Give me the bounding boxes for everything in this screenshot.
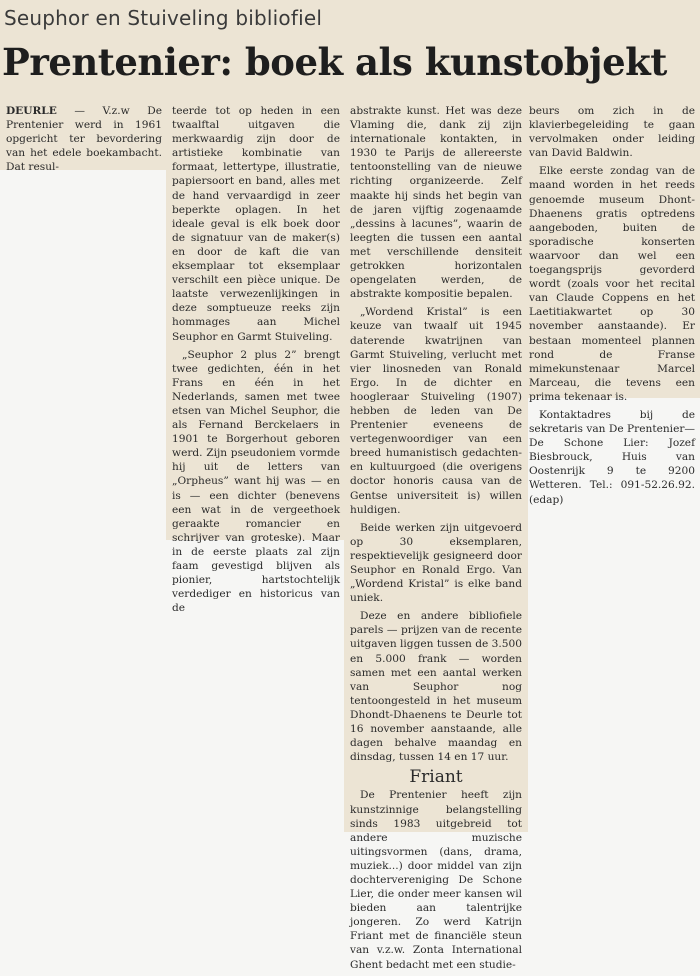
col1-text: — V.z.w De Prentenier werd in 1961 opgericht ter bevordering van het edele boekambacht. Dat resul- [6, 105, 162, 174]
col2-paragraph-1: teerde tot op heden in een twaalftal uitgaven die merkwaardig zijn door de artistieke kombinatie van formaat, lettertype, illustratie, papiersoort en band, alles met de hand vervaardigd in zeer beperkte oplagen. In het ideale geval is elk boek door de signatuur van de maker(s) en door de kaft die van eksemplaar tot eksemplaar verschilt een pièce unique. De laatste verwezenlijkingen in deze somptueuze reeks zijn hommages aan Michel Seuphor en Garmt Stuiveling. [172, 105, 340, 343]
col3-paragraph-1: abstrakte kunst. Het was deze Vlaming die, dank zij zijn internationale kontakten, in 1930 te Parijs de allereerste tentoonstelling van de nieuwe richting organizeerde. Zelf maakte hij sinds het begin van de jaren vijftig zogenaamde „dessins à lacunes”, waarin de leegten die tussen een aantal met verschillende densiteit getrokken horizontalen opengelaten werden, de abstrakte kompositie bepalen. [350, 105, 522, 301]
col3-paragraph-2: „Wordend Kristal” is een keuze van twaalf uit 1945 daterende kwatrijnen van Garmt Stuiveling, verlucht met vier linosneden van Ronald Ergo. In de dichter en hoogleraar Stuiveling (1907) hebben de leden van De Prentenier eveneens de vertegenwoordiger van een breed humanistisch gedachten- en kultuurgoed (die overigens doctor honoris causa van de Gentse universiteit is) willen huldigen. [350, 306, 522, 516]
article-kicker: Seuphor en Stuiveling bibliofiel [4, 6, 323, 30]
column-1 [6, 104, 162, 178]
section-subhead: Friant [409, 767, 463, 788]
column-2 [172, 104, 340, 619]
dateline: DEURLE [6, 105, 57, 117]
column-3 [350, 104, 522, 976]
col4-paragraph-2: Elke eerste zondag van de maand worden in het reeds genoemde museum Dhont-Dhaenens gratis optredens aangeboden, buiten de sporadische konserten waarvoor dan wel een toegangsprijs gevorderd wordt (zoals voor het recital van Claude Coppens en het Laetitiakwartet op 30 november aanstaande). Er bestaan momenteel plannen rond de Franse mimekunstenaar Marcel Marceau, die tevens een prima tekenaar is. [529, 165, 695, 403]
col2-paragraph-2: „Seuphor 2 plus 2” brengt twee gedichten, één in het Frans en één in het Nederlands, samen met twee etsen van Michel Seuphor, die als Fernand Berckelaers in 1901 te Borgerhout geboren werd. Zijn pseudoniem vormde hij uit de letters van „Orpheus” want hij was — en is — een dichter (benevens een wat in de vergeethoek geraakte romancier en schrijver van groteske). Maar in de eerste plaats zal zijn faam gevestigd blijven als pionier, hartstochtelijk verdediger en historicus van de [172, 348, 340, 615]
article-headline: Prentenier: boek als kunstobjekt [2, 40, 667, 84]
col1-paragraph [6, 104, 162, 174]
col4-paragraph-3: Kontaktadres bij de sekretaris van De Prentenier—De Schone Lier: Jozef Biesbrouck, Huis van Oostenrijk 9 te 9200 Wetteren. Tel.: 091-52.26.92. (edap) [529, 408, 695, 506]
col4-paragraph-1: beurs om zich in de klavierbegeleiding te gaan vervolmaken onder leiding van David Baldwin. [529, 105, 695, 160]
col3-paragraph-3: Beide werken zijn uitgevoerd op 30 eksemplaren, respektievelijk gesigneerd door Seuphor en Ronald Ergo. Van „Wordend Kristal” is elke band uniek. [350, 521, 522, 605]
col3-paragraph-4: Deze en andere bibliofiele parels — prijzen van de recente uitgaven liggen tussen de 3.500 en 5.000 frank — worden samen met een aantal werken van Seuphor nog tentoongesteld in het museum Dhondt-Dhaenens te Deurle tot 16 november aanstaande, alle dagen behalve maandag en dinsdag, tussen 14 en 17 uur. [350, 610, 522, 764]
column-4 [529, 104, 695, 511]
col3-paragraph-5: De Prentenier heeft zijn kunstzinnige belangstelling sinds 1983 uitgebreid tot andere muzische uitingsvormen (dans, drama, muziek...) door middel van zijn dochtervereniging De Schone Lier, die onder meer kansen wil bieden aan talentrijke jongeren. Zo werd Katrijn Friant met de financiële steun van v.z.w. Zonta International Ghent bedacht met een studie- [350, 789, 522, 971]
